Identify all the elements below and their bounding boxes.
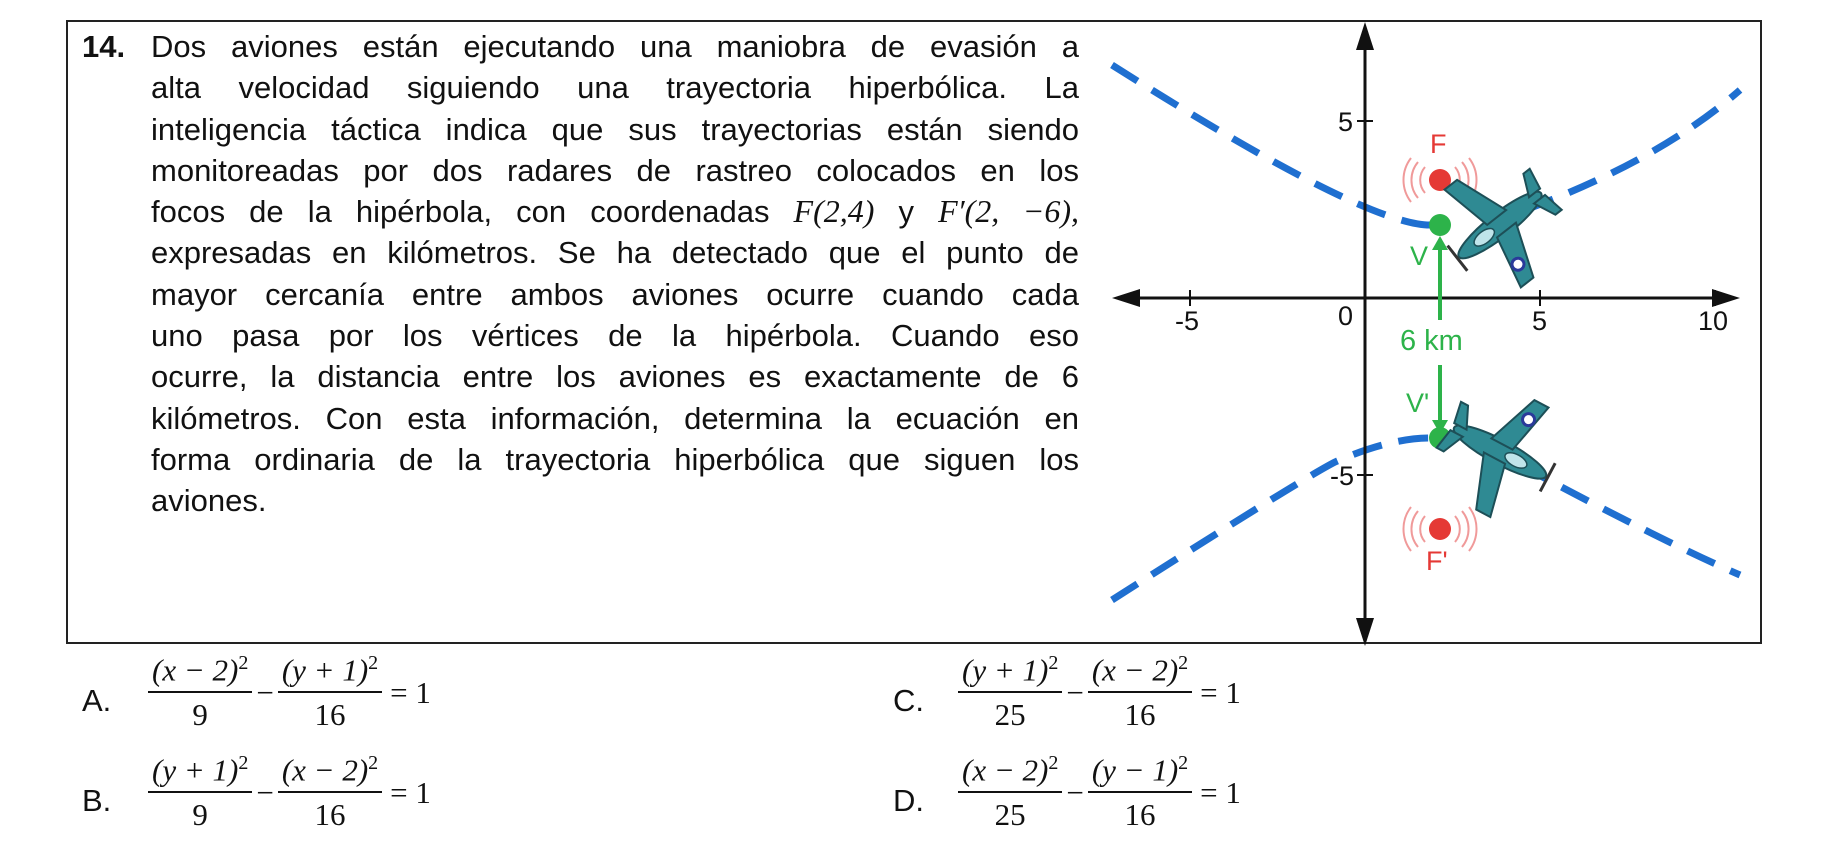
fraction — [278, 652, 382, 733]
text-line: aviones. — [151, 483, 267, 519]
numerator: (x − 2) — [962, 752, 1049, 788]
fraction — [148, 652, 252, 733]
numerator: (x − 2) — [281, 752, 369, 788]
denominator: 16 — [314, 697, 346, 733]
numerator: (x − 2) — [1091, 652, 1179, 688]
denominator: 16 — [314, 797, 346, 833]
equals-one: = 1 — [1200, 674, 1241, 710]
question-number: 14. — [82, 29, 126, 64]
exponent: 2 — [238, 752, 249, 774]
exponent: 2 — [1048, 652, 1059, 674]
text-line: mayor cercanía entre ambos aviones ocurre cuando cada — [151, 276, 1079, 312]
exponent: 2 — [368, 652, 379, 674]
exponent: 2 — [1048, 752, 1059, 774]
text-line: monitoreadas por dos radares de rastreo colocados en los — [151, 152, 1079, 188]
denominator: 9 — [192, 797, 208, 833]
vertex-upper-label: V — [1410, 241, 1429, 271]
focus-lower — [1429, 518, 1451, 540]
fraction — [958, 752, 1062, 833]
vertex-lower-label: V' — [1406, 388, 1430, 418]
vertex-upper — [1429, 214, 1451, 236]
option-c-letter: C. — [893, 683, 924, 718]
text-line-with-foci — [151, 191, 1079, 232]
option-a-letter: A. — [82, 683, 112, 718]
hyperbola-upper-branch — [1112, 65, 1430, 225]
y-axis-arrow-bottom — [1356, 618, 1374, 646]
option-d-equation[interactable] — [958, 752, 1241, 833]
focus-upper-label: F — [1430, 129, 1447, 159]
option-c-equation[interactable] — [958, 652, 1241, 733]
hyperbola-upper-branch — [1525, 90, 1740, 210]
hyperbola-lower-branch — [1520, 465, 1740, 575]
denominator: 16 — [1124, 697, 1156, 733]
distance-label: 6 km — [1400, 325, 1463, 357]
denominator: 16 — [1124, 797, 1156, 833]
y-tick-label: -5 — [1330, 461, 1355, 491]
hyperbola-figure — [1100, 20, 1760, 648]
focus-lower-label: F' — [1426, 546, 1448, 576]
text-line: Dos aviones están ejecutando una maniobra de evasión a — [151, 29, 1079, 64]
hyperbola-lower-branch — [1112, 438, 1430, 600]
x-axis-arrow-left — [1112, 289, 1140, 307]
exponent: 2 — [368, 752, 379, 774]
text-fragment: focos de la hipérbola, con coordenadas — [151, 194, 770, 230]
x-tick-label: 0 — [1338, 301, 1354, 331]
focus-coordinate-f: F(2,4) — [793, 193, 875, 230]
numerator: (y − 1) — [1091, 752, 1179, 788]
text-line: expresadas en kilómetros. Se ha detectado que el punto de — [151, 235, 1079, 271]
y-axis-arrow-top — [1356, 22, 1374, 50]
denominator: 9 — [192, 697, 208, 733]
minus-sign: − — [1066, 674, 1084, 710]
text-line: inteligencia táctica indica que sus trayectorias están siendo — [151, 111, 1079, 147]
focus-coordinate-f-prime: F′(2, −6), — [938, 193, 1079, 230]
numerator: (y + 1) — [152, 752, 239, 788]
option-b-equation[interactable] — [148, 752, 431, 833]
denominator: 25 — [994, 697, 1026, 733]
fraction — [1088, 652, 1192, 733]
fraction — [278, 752, 382, 833]
plane-lower-icon — [1420, 370, 1577, 532]
text-line: kilómetros. Con esta información, determina la ecuación en — [151, 400, 1079, 436]
text-line: uno pasa por los vértices de la hipérbola. Cuando eso — [151, 318, 1079, 354]
fraction — [148, 752, 252, 833]
numerator: (y + 1) — [962, 652, 1049, 688]
denominator: 25 — [994, 797, 1026, 833]
numerator: (x − 2) — [152, 652, 239, 688]
exponent: 2 — [1178, 652, 1189, 674]
text-line: ocurre, la distancia entre los aviones es exactamente de 6 — [151, 359, 1079, 395]
x-tick-label: 10 — [1698, 306, 1729, 336]
option-d-letter: D. — [893, 783, 924, 818]
numerator: (y + 1) — [281, 652, 369, 688]
equals-one: = 1 — [390, 774, 431, 810]
exponent: 2 — [1178, 752, 1189, 774]
option-b-letter: B. — [82, 783, 112, 818]
x-axis-arrow-right — [1712, 289, 1740, 307]
question-text — [151, 26, 1079, 522]
equals-one: = 1 — [1200, 774, 1241, 810]
text-fragment: y — [898, 194, 914, 230]
equals-one: = 1 — [390, 674, 431, 710]
minus-sign: − — [256, 674, 274, 710]
minus-sign: − — [1066, 774, 1084, 810]
text-line: forma ordinaria de la trayectoria hiperbólica que siguen los — [151, 441, 1079, 477]
text-line: alta velocidad siguiendo una trayectoria hiperbólica. La — [151, 70, 1079, 106]
distance-arrowhead-up — [1432, 236, 1448, 250]
option-a-equation[interactable] — [148, 652, 431, 733]
fraction — [1088, 752, 1192, 833]
x-tick-label: 5 — [1532, 306, 1548, 336]
x-tick-label: -5 — [1175, 306, 1200, 336]
y-tick-label: 5 — [1338, 107, 1354, 137]
exponent: 2 — [238, 652, 249, 674]
fraction — [958, 652, 1062, 733]
minus-sign: − — [256, 774, 274, 810]
